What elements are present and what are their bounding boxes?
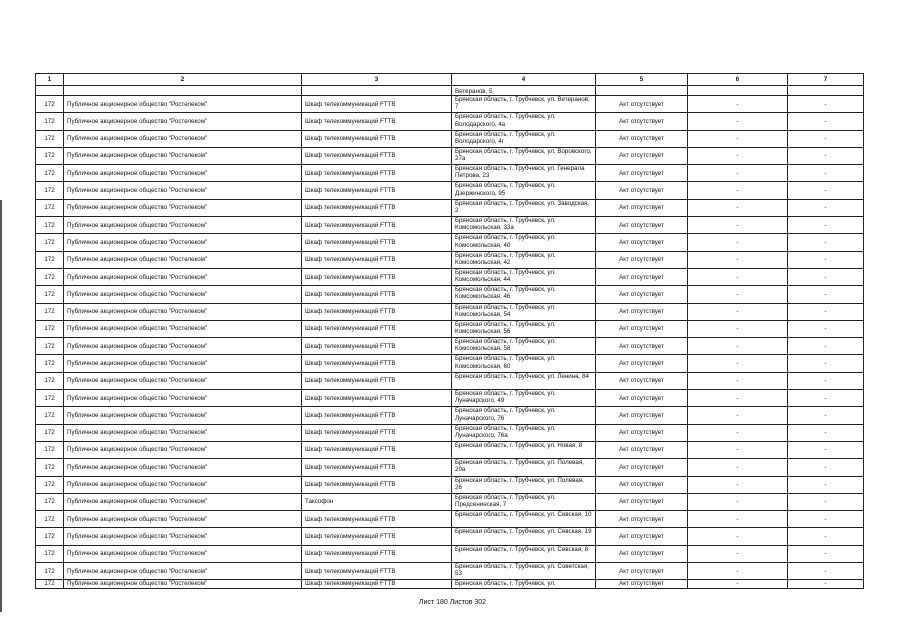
address-cell: Брянская область, г. Трубчевск, ул. Дзержинского, 95 [452,182,596,199]
col7-cell: - [788,476,864,493]
continuation-row [36,86,864,96]
address-cell: Брянская область, г. Трубчевск, ул. [452,580,596,589]
act-cell: Акт отсутствует [596,580,688,589]
owner-cell: Публичное акционерное общество "Ростелеком" [64,355,302,372]
row-number-cell: 172 [36,165,64,182]
col7-cell: - [788,372,864,389]
col7-cell: - [788,234,864,251]
owner-cell: Публичное акционерное общество "Ростелеком" [64,217,302,234]
column-header: 5 [596,74,688,86]
address-cell: Брянская область, г. Трубчевск, ул. Заводская, 2 [452,199,596,216]
table-row [36,511,864,528]
act-cell: Акт отсутствует [596,528,688,545]
col6-cell: - [688,147,788,164]
row-number-cell: 172 [36,355,64,372]
col6-cell: - [688,251,788,268]
address-cell: Брянская область, г. Трубчевск, ул. Комсомольская, 56 [452,320,596,337]
owner-cell: Публичное акционерное общество "Ростелеком" [64,493,302,510]
act-cell: Акт отсутствует [596,390,688,407]
object-cell: Шкаф телекоммуникаций FTTB [302,182,452,199]
col7-cell: - [788,493,864,510]
col6-cell: - [688,182,788,199]
row-number-cell: 172 [36,390,64,407]
table-row [36,338,864,355]
address-cell: Брянская область, г. Трубчевск, ул. Полевая, 20а [452,459,596,476]
object-cell: Шкаф телекоммуникаций FTTB [302,459,452,476]
act-cell: Акт отсутствует [596,407,688,424]
col6-cell: - [688,113,788,130]
owner-cell: Публичное акционерное общество "Ростелеком" [64,182,302,199]
act-cell: Акт отсутствует [596,476,688,493]
table-row [36,113,864,130]
col7-cell: - [788,165,864,182]
col6-cell: - [688,424,788,441]
col7-cell: - [788,251,864,268]
col6-cell: - [688,165,788,182]
col7-cell: - [788,545,864,562]
owner-cell: Публичное акционерное общество "Ростелеком" [64,563,302,580]
owner-cell: Публичное акционерное общество "Ростелеком" [64,130,302,147]
col6-cell: - [688,493,788,510]
row-number-cell: 172 [36,511,64,528]
col6-cell: - [688,545,788,562]
table-row [36,286,864,303]
object-cell: Шкаф телекоммуникаций FTTB [302,165,452,182]
address-cell: Брянская область, г. Трубчевск, ул. Комсомольская, 58 [452,338,596,355]
column-header: 4 [452,74,596,86]
owner-cell: Публичное акционерное общество "Ростелеком" [64,511,302,528]
act-cell: Акт отсутствует [596,182,688,199]
address-cell: Брянская область, г. Трубчевск, ул. Комсомольская, 40 [452,234,596,251]
object-cell: Таксофон [302,493,452,510]
col7-cell: - [788,96,864,113]
act-cell: Акт отсутствует [596,338,688,355]
col6-cell: - [688,320,788,337]
col6-cell: - [688,217,788,234]
row-number-cell: 172 [36,476,64,493]
register-table [35,73,864,589]
address-cell: Брянская область, г. Трубчевск, ул. Предсенинская, 7 [452,493,596,510]
owner-cell: Публичное акционерное общество "Ростелеком" [64,286,302,303]
table-row [36,234,864,251]
column-header: 3 [302,74,452,86]
table-row [36,268,864,285]
address-cell: Брянская область, г. Трубчевск, ул. Севская, 19 [452,528,596,545]
object-cell: Шкаф телекоммуникаций FTTB [302,251,452,268]
col6-cell: - [688,268,788,285]
row-number-cell: 172 [36,424,64,441]
act-cell: Акт отсутствует [596,441,688,458]
address-cell: Брянская область, г. Трубчевск, ул. Комсомольская, 33а [452,217,596,234]
col6-cell: - [688,390,788,407]
col6-cell: - [688,338,788,355]
col7-cell: - [788,130,864,147]
act-cell: Акт отсутствует [596,165,688,182]
row-number-cell: 172 [36,459,64,476]
row-number-cell: 172 [36,286,64,303]
address-cell: Брянская область, г. Трубчевск, ул. Ленина, 84 [452,372,596,389]
col7-cell: - [788,286,864,303]
col7-cell: - [788,199,864,216]
act-cell: Акт отсутствует [596,286,688,303]
row-number-cell: 172 [36,182,64,199]
address-cell: Брянская область, г. Трубчевск, ул. Генерала Петрова, 23 [452,165,596,182]
object-cell: Шкаф телекоммуникаций FTTB [302,424,452,441]
row-number-cell: 172 [36,545,64,562]
column-header: 1 [36,74,64,86]
address-cell: Брянская область, г. Трубчевск, ул. Володарского, 4а [452,113,596,130]
act-cell: Акт отсутствует [596,320,688,337]
col7-cell: - [788,441,864,458]
col6-cell: - [688,234,788,251]
owner-cell: Публичное акционерное общество "Ростелеком" [64,390,302,407]
object-cell: Шкаф телекоммуникаций FTTB [302,511,452,528]
object-cell: Шкаф телекоммуникаций FTTB [302,320,452,337]
column-header: 7 [788,74,864,86]
col6-cell: - [688,96,788,113]
act-cell: Акт отсутствует [596,113,688,130]
col6-cell: - [688,441,788,458]
col6-cell: - [688,459,788,476]
row-number-cell: 172 [36,407,64,424]
object-cell: Шкаф телекоммуникаций FTTB [302,441,452,458]
owner-cell: Публичное акционерное общество "Ростелеком" [64,113,302,130]
owner-cell: Публичное акционерное общество "Ростелеком" [64,407,302,424]
table-row [36,303,864,320]
act-cell: Акт отсутствует [596,545,688,562]
col7-cell: - [788,528,864,545]
owner-cell: Публичное акционерное общество "Ростелеком" [64,528,302,545]
row-number-cell: 172 [36,234,64,251]
object-cell: Шкаф телекоммуникаций FTTB [302,355,452,372]
owner-cell: Публичное акционерное общество "Ростелеком" [64,199,302,216]
row-number-cell: 172 [36,528,64,545]
address-cell: Брянская область, г. Трубчевск, ул. Советская, 53 [452,563,596,580]
col7-cell: - [788,424,864,441]
col7-cell: - [788,580,864,589]
address-cell: Брянская область, г. Трубчевск, ул. Новая, 8 [452,441,596,458]
owner-cell: Публичное акционерное общество "Ростелеком" [64,165,302,182]
row-number-cell: 172 [36,563,64,580]
object-cell: Шкаф телекоммуникаций FTTB [302,96,452,113]
table-row [36,424,864,441]
col7-cell: - [788,268,864,285]
owner-cell: Публичное акционерное общество "Ростелеком" [64,147,302,164]
col7-cell: - [788,390,864,407]
col6-cell: - [688,563,788,580]
address-cell: Брянская область, г. Трубчевск, ул. Ветеранов, 7 [452,96,596,113]
object-cell: Шкаф телекоммуникаций FTTB [302,545,452,562]
row-number-cell: 172 [36,251,64,268]
owner-cell: Публичное акционерное общество "Ростелеком" [64,424,302,441]
col7-cell: - [788,407,864,424]
object-cell: Шкаф телекоммуникаций FTTB [302,476,452,493]
col7-cell: - [788,217,864,234]
owner-cell: Публичное акционерное общество "Ростелеком" [64,580,302,589]
scan-edge [0,200,2,612]
row-number-cell: 172 [36,441,64,458]
row-number-cell: 172 [36,130,64,147]
owner-cell: Публичное акционерное общество "Ростелеком" [64,545,302,562]
col6-cell: - [688,303,788,320]
owner-cell: Публичное акционерное общество "Ростелеком" [64,268,302,285]
address-cell: Брянская область, г. Трубчевск, ул. Луначарского, 49 [452,390,596,407]
object-cell: Шкаф телекоммуникаций FTTB [302,147,452,164]
table-row [36,130,864,147]
table-row [36,199,864,216]
object-cell: Шкаф телекоммуникаций FTTB [302,528,452,545]
row-number-cell: 172 [36,268,64,285]
table-row [36,563,864,580]
owner-cell: Публичное акционерное общество "Ростелеком" [64,372,302,389]
column-header: 2 [64,74,302,86]
row-number-cell: 172 [36,580,64,589]
address-cell: Ветеранов, 5 [452,86,596,96]
table-row [36,580,864,589]
owner-cell: Публичное акционерное общество "Ростелеком" [64,476,302,493]
address-cell: Брянская область, г. Трубчевск, ул. Луначарского, 76а [452,424,596,441]
object-cell: Шкаф телекоммуникаций FTTB [302,268,452,285]
owner-cell: Публичное акционерное общество "Ростелеком" [64,459,302,476]
address-cell: Брянская область, г. Трубчевск, ул. Луначарского, 76 [452,407,596,424]
address-cell: Брянская область, г. Трубчевск, ул. Комсомольская, 42 [452,251,596,268]
col7-cell: - [788,182,864,199]
table-row [36,217,864,234]
owner-cell: Публичное акционерное общество "Ростелеком" [64,338,302,355]
col7-cell: - [788,320,864,337]
col7-cell: - [788,511,864,528]
object-cell: Шкаф телекоммуникаций FTTB [302,130,452,147]
table-row [36,390,864,407]
col7-cell: - [788,355,864,372]
address-cell: Брянская область, г. Трубчевск, ул. Комсомольская, 54 [452,303,596,320]
col7-cell: - [788,563,864,580]
act-cell: Акт отсутствует [596,268,688,285]
row-number-cell: 172 [36,320,64,337]
page-footer: Лист 180 Листов 302 [418,599,487,606]
object-cell: Шкаф телекоммуникаций FTTB [302,372,452,389]
col6-cell: - [688,372,788,389]
col6-cell: - [688,286,788,303]
act-cell: Акт отсутствует [596,96,688,113]
act-cell: Акт отсутствует [596,372,688,389]
act-cell: Акт отсутствует [596,355,688,372]
table-row [36,407,864,424]
address-cell: Брянская область, г. Трубчевск, ул. Воровского, 27а [452,147,596,164]
act-cell: Акт отсутствует [596,217,688,234]
col6-cell: - [688,580,788,589]
col6-cell: - [688,476,788,493]
header-row [36,74,864,86]
act-cell: Акт отсутствует [596,147,688,164]
table-row [36,320,864,337]
row-number-cell: 172 [36,338,64,355]
col6-cell: - [688,407,788,424]
address-cell: Брянская область, г. Трубчевск, ул. Володарского, 4г [452,130,596,147]
act-cell: Акт отсутствует [596,251,688,268]
object-cell: Шкаф телекоммуникаций FTTB [302,390,452,407]
act-cell: Акт отсутствует [596,424,688,441]
act-cell: Акт отсутствует [596,199,688,216]
object-cell: Шкаф телекоммуникаций FTTB [302,303,452,320]
act-cell: Акт отсутствует [596,563,688,580]
object-cell: Шкаф телекоммуникаций FTTB [302,199,452,216]
owner-cell: Публичное акционерное общество "Ростелеком" [64,320,302,337]
table-row [36,165,864,182]
act-cell: Акт отсутствует [596,511,688,528]
address-cell: Брянская область, г. Трубчевск, ул. Комсомольская, 44 [452,268,596,285]
table-row [36,545,864,562]
act-cell: Акт отсутствует [596,459,688,476]
col7-cell: - [788,303,864,320]
owner-cell: Публичное акционерное общество "Ростелеком" [64,234,302,251]
table-row [36,528,864,545]
row-number-cell: 172 [36,113,64,130]
table-row [36,476,864,493]
address-cell: Брянская область, г. Трубчевск, ул. Комсомольская, 46 [452,286,596,303]
row-number-cell: 172 [36,199,64,216]
col7-cell: - [788,459,864,476]
table-row [36,493,864,510]
address-cell: Брянская область, г. Трубчевск, ул. Севская, 8 [452,545,596,562]
table-body [36,86,864,589]
col6-cell: - [688,511,788,528]
object-cell: Шкаф телекоммуникаций FTTB [302,113,452,130]
address-cell: Брянская область, г. Трубчевск, ул. Комсомольская, 60 [452,355,596,372]
row-number-cell: 172 [36,493,64,510]
object-cell: Шкаф телекоммуникаций FTTB [302,563,452,580]
object-cell: Шкаф телекоммуникаций FTTB [302,580,452,589]
row-number-cell: 172 [36,303,64,320]
object-cell: Шкаф телекоммуникаций FTTB [302,234,452,251]
col7-cell: - [788,113,864,130]
col7-cell: - [788,147,864,164]
object-cell: Шкаф телекоммуникаций FTTB [302,338,452,355]
row-number-cell: 172 [36,217,64,234]
owner-cell: Публичное акционерное общество "Ростелеком" [64,251,302,268]
act-cell: Акт отсутствует [596,303,688,320]
col6-cell: - [688,528,788,545]
table-row [36,251,864,268]
act-cell: Акт отсутствует [596,234,688,251]
object-cell: Шкаф телекоммуникаций FTTB [302,217,452,234]
address-cell: Брянская область, г. Трубчевск, ул. Севская, 10 [452,511,596,528]
act-cell: Акт отсутствует [596,493,688,510]
object-cell: Шкаф телекоммуникаций FTTB [302,407,452,424]
row-number-cell: 172 [36,147,64,164]
row-number-cell: 172 [36,96,64,113]
table-row [36,355,864,372]
table-row [36,372,864,389]
owner-cell: Публичное акционерное общество "Ростелеком" [64,96,302,113]
row-number-cell: 172 [36,372,64,389]
owner-cell: Публичное акционерное общество "Ростелеком" [64,441,302,458]
table-row [36,96,864,113]
col6-cell: - [688,355,788,372]
table-row [36,147,864,164]
table-row [36,441,864,458]
col6-cell: - [688,130,788,147]
address-cell: Брянская область, г. Трубчевск, ул. Полевая, 26 [452,476,596,493]
owner-cell: Публичное акционерное общество "Ростелеком" [64,303,302,320]
act-cell: Акт отсутствует [596,130,688,147]
table-row [36,182,864,199]
column-header: 6 [688,74,788,86]
col7-cell: - [788,338,864,355]
object-cell: Шкаф телекоммуникаций FTTB [302,286,452,303]
table-row [36,459,864,476]
col6-cell: - [688,199,788,216]
